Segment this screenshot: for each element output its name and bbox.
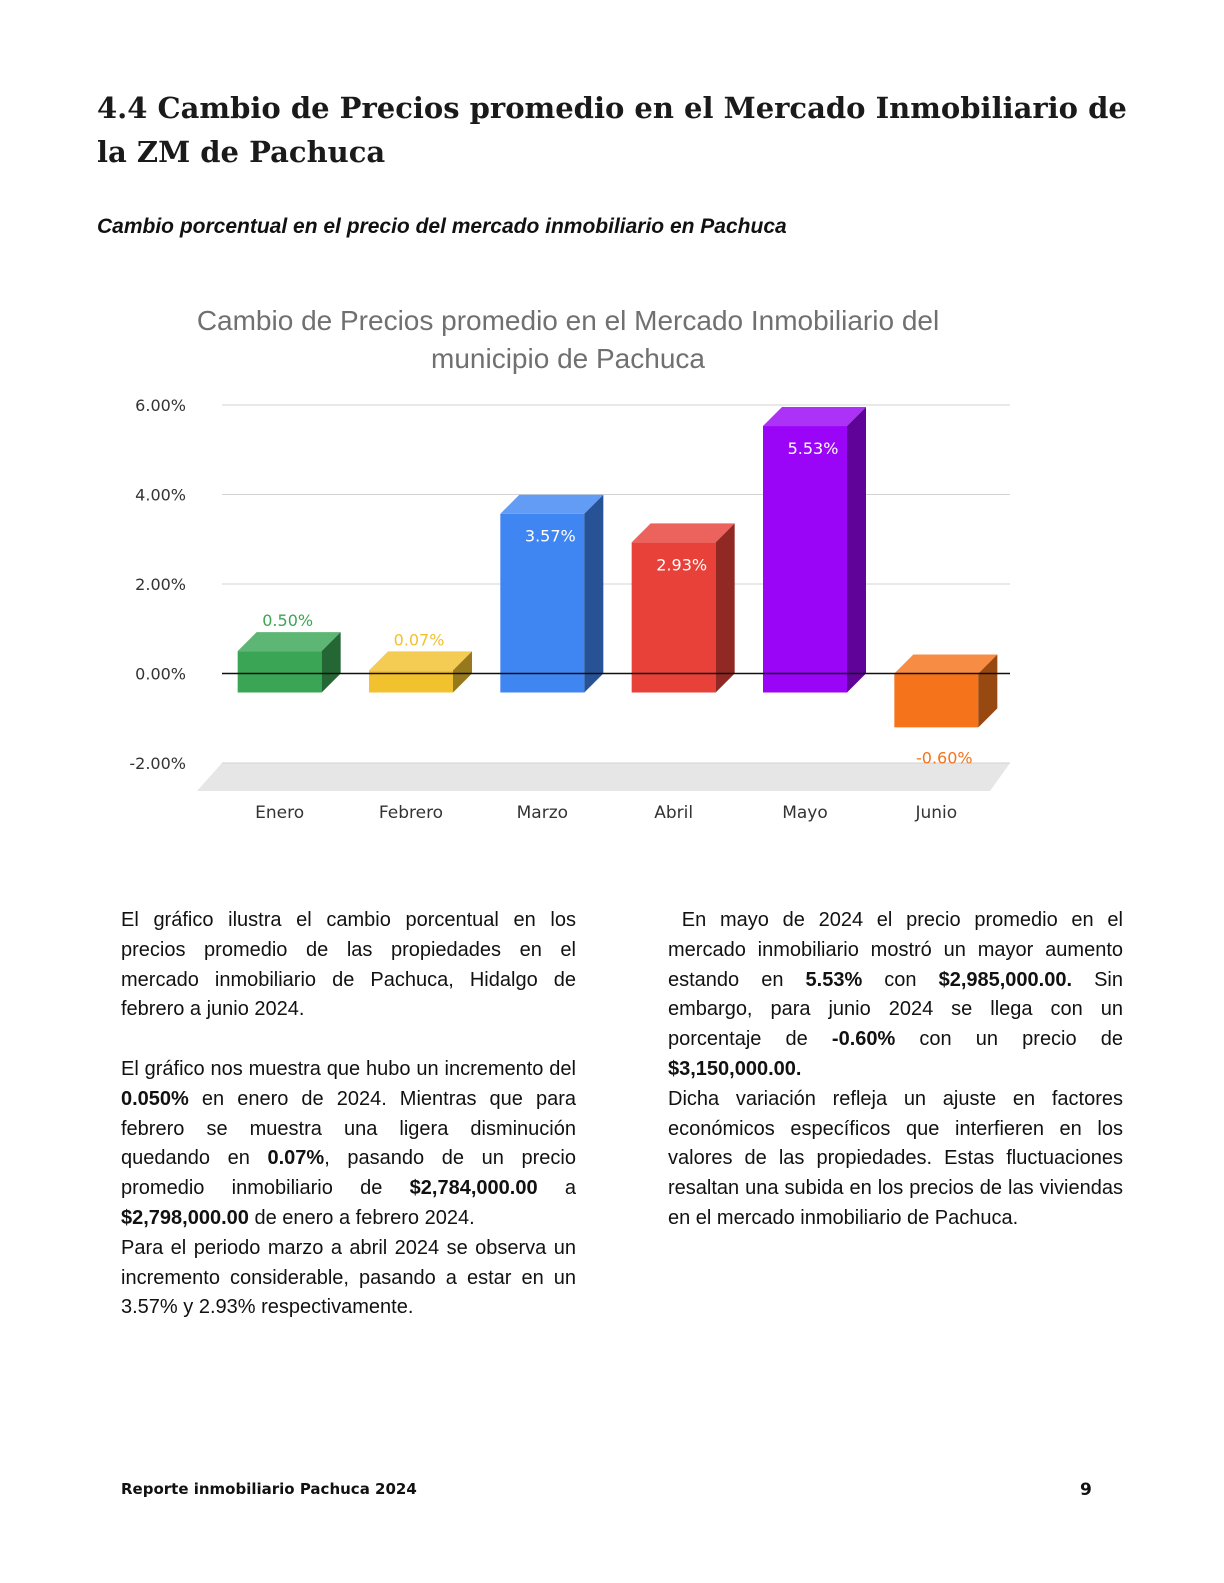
y-tick-label: 6.00% [135,396,186,415]
bar-febrero [369,651,472,692]
price-change-chart [100,290,1040,850]
data-label: 3.57% [524,526,576,546]
chart-subtitle: Cambio porcentual en el precio del mercado inmobiliario en Pachuca [97,215,787,238]
bar-marzo [500,495,603,693]
bar-front [238,651,322,692]
right-paragraph-1 [668,906,1123,1085]
x-tick-label: Abril [654,803,694,823]
text-run: con un precio de [895,1028,1123,1051]
y-axis-tick-labels [129,396,186,773]
x-tick-label: Mayo [782,803,828,823]
x-tick-label: Marzo [516,803,569,823]
chart-svg [100,290,1040,850]
left-paragraph-2 [121,1055,576,1234]
data-label: 0.07% [393,630,445,650]
x-tick-label: Enero [255,803,305,823]
text-run: En mayo de 2024 el precio promedio en el mercado inmobiliario mostró un mayor aumento estando en [668,909,1123,991]
left-paragraph-3 [121,1234,576,1323]
y-tick-label: -2.00% [129,754,186,773]
right-paragraph-2 [668,1085,1123,1234]
bar-front [894,674,978,728]
chart-title-line: municipio de Pachuca [431,343,705,374]
data-label: 5.53% [787,439,839,459]
bar-side [716,523,735,692]
chart-floor-plane [197,763,1010,791]
bar-side [847,407,866,692]
footer-report-name: Reporte inmobiliario Pachuca 2024 [121,1480,417,1498]
bold-figure: 0.050% [121,1087,189,1110]
text-run: en enero de 2024. Mientras que para febrero se muestra una ligera disminución quedando en [121,1087,576,1170]
text-run: El gráfico nos muestra que hubo un incremento del [121,1057,576,1080]
bold-figure: $3,150,000.00. [668,1057,802,1080]
chart-grid [222,405,1010,763]
x-tick-label: Febrero [378,803,444,823]
bar-junio [894,655,997,728]
bold-figure: 5.53% [805,968,863,991]
chart-title-line: Cambio de Precios promedio en el Mercado Inmobiliario del [196,305,940,336]
text-run: Dicha variación refleja un ajuste en factores económicos específicos que interfieren en los valores de las propiedades. Estas fluctuaciones resaltan una subida en los precios de las viviendas en el mercado inmobiliario de Pachuca. [668,1087,1123,1229]
bold-figure: $2,985,000.00. [938,968,1073,991]
data-label: 2.93% [656,555,708,575]
bold-figure: 0.07% [267,1147,325,1170]
right-text-column [668,906,1123,1234]
text-run: , pasando de un precio promedio inmobiliario de [121,1147,576,1200]
x-tick-label: Junio [915,803,958,823]
bar-front [763,426,847,692]
page-number: 9 [1080,1480,1092,1500]
chart-title [197,305,939,374]
bold-figure: $2,784,000.00 [409,1177,538,1200]
data-label: -0.60% [916,748,973,768]
chart-bars [238,407,998,727]
y-tick-label: 2.00% [135,575,186,594]
text-run: con [862,968,939,991]
text-run: a [537,1177,576,1200]
page-heading: 4.4 Cambio de Precios promedio en el Mercado Inmobiliario de la ZM de Pachuca [97,91,1127,169]
left-text-column [121,906,576,1323]
chart-floor [197,763,1010,791]
bar-side [584,495,603,693]
y-tick-label: 0.00% [135,664,186,684]
text-run: El gráfico ilustra el cambio porcentual en los precios promedio de las propiedades en el mercado inmobiliario de Pachuca, Hidalgo de febrero a junio 2024. [121,909,576,1021]
text-run: de enero a febrero 2024. [248,1206,475,1229]
text-run: Para el periodo marzo a abril 2024 se observa un incremento considerable, pasando a estar en un 3.57% y 2.93% respectivamente. [121,1236,576,1319]
text-run: Sin embargo, para junio 2024 se llega con un porcentaje de [668,968,1124,1051]
y-tick-label: 4.00% [135,485,186,505]
left-paragraph-1 [121,906,576,1025]
bar-enero [238,632,341,692]
x-axis-tick-labels [255,803,957,823]
bold-figure: -0.60% [831,1028,896,1051]
bar-abril [632,523,735,692]
data-labels [262,439,972,767]
data-label: 0.50% [262,611,314,631]
bold-figure: $2,798,000.00 [121,1206,249,1229]
